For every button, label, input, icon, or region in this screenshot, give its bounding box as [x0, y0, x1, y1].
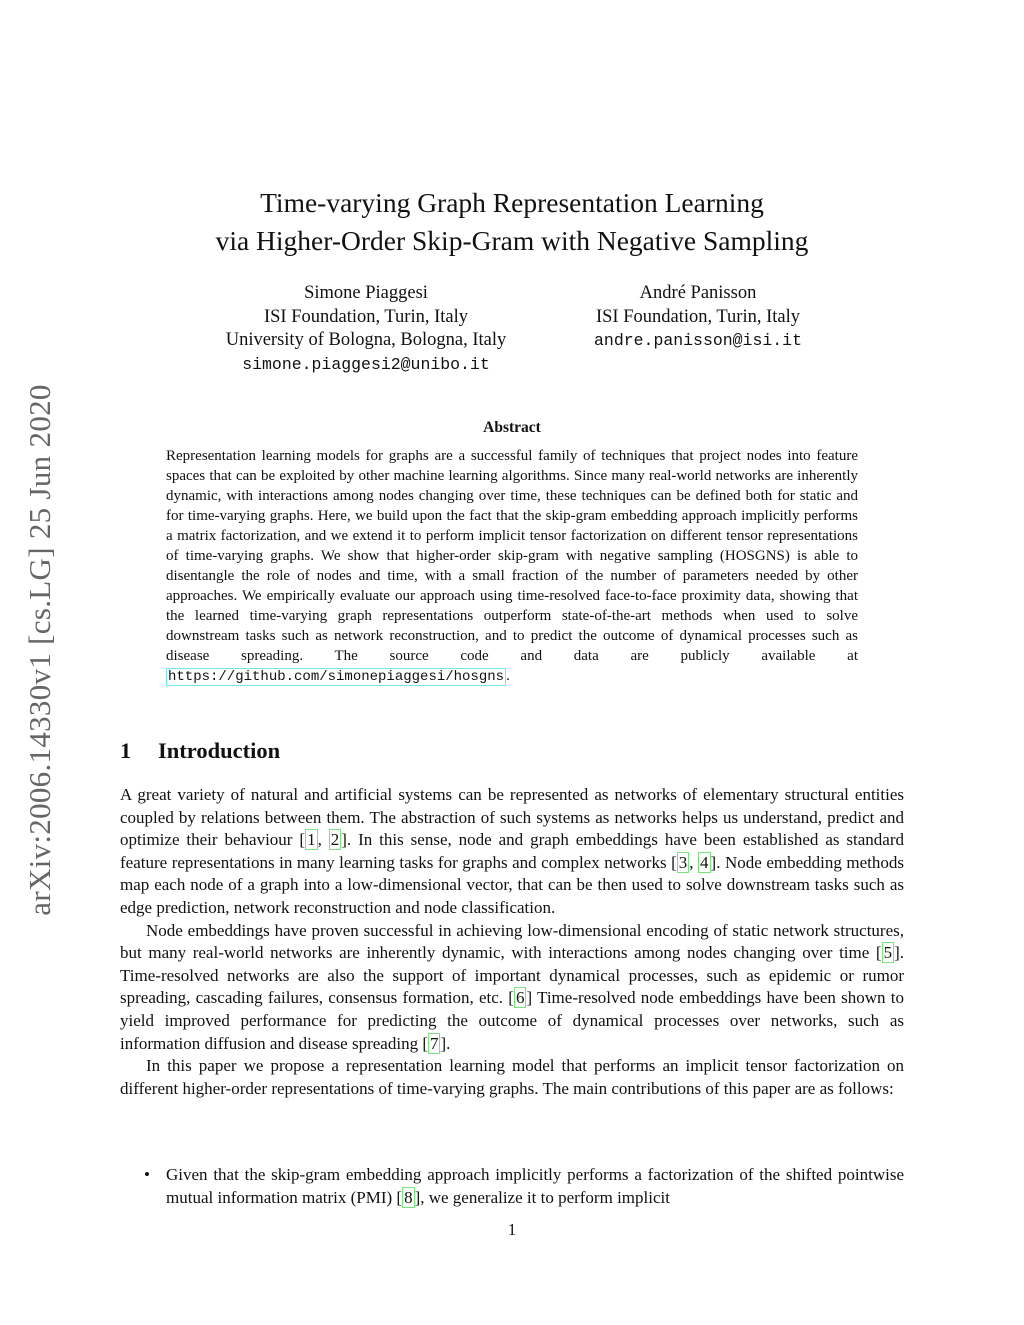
abstract-text: Representation learning models for graphs are a successful family of techniques that project nodes into feature spaces that can be exploited by other machine learning algorithms. Since many real-world networks are inherently dynamic, with interactions among nodes changing over time, these techniques can be defined both for static and for time-varying graphs. Here, we build upon the fact that the skip-gram embedding approach implicitly performs a matrix factorization, and we extend it to perform implicit tensor factorization on different tensor representations of time-varying graphs. We show that higher-order skip-gram with negative sampling (HOSGNS) is able to disentangle the role of nodes and time, with a small fraction of the number of parameters needed by other approaches. We empirically evaluate our approach using time-resolved face-to-face proximity data, showing that the learned time-varying graph representations outperform state-of-the-art methods when used to solve downstream tasks such as network reconstruction, and to predict the outcome of dynamical processes such as disease spreading. The source code and data are publicly available at — [166, 448, 858, 664]
text-run: Node embeddings have proven successful in achieving low-dimensional encoding of static network structures, but many real-world networks are inherently dynamic, with interactions among nodes changing over time [ — [120, 920, 904, 963]
text-run: Given that the skip-gram embedding approach implicitly performs a factorization of the shifted pointwise mutual information matrix (PMI) [ — [166, 1165, 904, 1207]
author-email[interactable]: andre.panisson@isi.it — [594, 331, 802, 350]
author-name: Simone Piaggesi — [304, 283, 428, 303]
abstract-body — [166, 446, 858, 687]
title-line-2: via Higher-Order Skip-Gram with Negative Sampling — [215, 225, 809, 256]
paragraph-3: In this paper we propose a representation learning model that performs an implicit tensor factorization on different higher-order representations of time-varying graphs. The main contributions of this paper are as follows: — [120, 1056, 904, 1098]
author-name: André Panisson — [639, 283, 757, 303]
text-run: ]. In this sense, node and graph embeddings have been established as standard feature representations in many learning tasks for graphs and complex networks [ — [120, 830, 904, 872]
citation-link[interactable]: 4 — [700, 852, 709, 872]
text-run: , — [317, 830, 329, 850]
author-block-2 — [538, 282, 858, 353]
citation-link[interactable]: 2 — [330, 830, 340, 850]
author-affiliation: ISI Foundation, Turin, Italy — [263, 306, 469, 327]
text-run: ], we generalize it to perform implicit — [414, 1187, 670, 1207]
page-number: 1 — [507, 1220, 517, 1239]
text-run: ]. — [440, 1033, 451, 1053]
section-heading — [120, 738, 280, 764]
citation-link[interactable]: 1 — [307, 830, 316, 850]
text-run: A great variety of natural and artificial systems can be represented as networks of elementary structural entities coupled by relations between them. The abstraction of such systems as networks helps us understand, predict and optimize their behaviour [ — [120, 785, 904, 850]
author-affiliation: University of Bologna, Bologna, Italy — [225, 330, 507, 350]
paper-title — [120, 184, 904, 260]
citation-link[interactable]: 5 — [883, 943, 893, 963]
paragraph-2 — [120, 920, 904, 1056]
author-affiliation: ISI Foundation, Turin, Italy — [595, 306, 801, 327]
text-run: , — [689, 852, 699, 872]
introduction-body — [120, 784, 904, 1100]
abstract-heading: Abstract — [483, 419, 541, 436]
title-line-1: Time-varying Graph Representation Learning — [260, 187, 764, 218]
arxiv-sidebar — [10, 360, 70, 940]
arxiv-identifier: arXiv:2006.14330v1 [cs.LG] 25 Jun 2020 — [22, 384, 57, 916]
contributions-list — [120, 1164, 904, 1209]
paragraph-1 — [120, 784, 904, 920]
citation-link[interactable]: 7 — [429, 1033, 439, 1053]
author-email[interactable]: simone.piaggesi2@unibo.it — [242, 354, 490, 374]
abstract-end: . — [506, 668, 510, 684]
citation-link[interactable]: 8 — [404, 1187, 413, 1207]
citation-link[interactable]: 3 — [678, 852, 688, 872]
author-block-1 — [186, 282, 546, 376]
list-item — [120, 1164, 904, 1209]
citation-link[interactable]: 6 — [515, 988, 525, 1008]
section-title: Introduction — [158, 738, 281, 763]
bullet-icon: • — [144, 1165, 150, 1184]
text-run: ]. Node embedding methods map each node of a graph into a low-dimensional vector, that can be then used to solve downstream tasks such as edge prediction, network reconstruction and node classification. — [120, 852, 904, 917]
text-run: ]. Time-resolved networks are also the support of important dynamical processes, such as epidemic or rumor spreading, cascading failures, consensus formation, etc. [ — [120, 943, 904, 1008]
section-number: 1 — [120, 738, 132, 763]
text-run: ] Time-resolved node embeddings have been shown to yield improved performance for predicting the outcome of dynamical processes over networks, such as information diffusion and disease spreading [ — [120, 988, 904, 1053]
source-code-link[interactable]: https://github.com/simonepiaggesi/hosgns — [168, 669, 505, 685]
